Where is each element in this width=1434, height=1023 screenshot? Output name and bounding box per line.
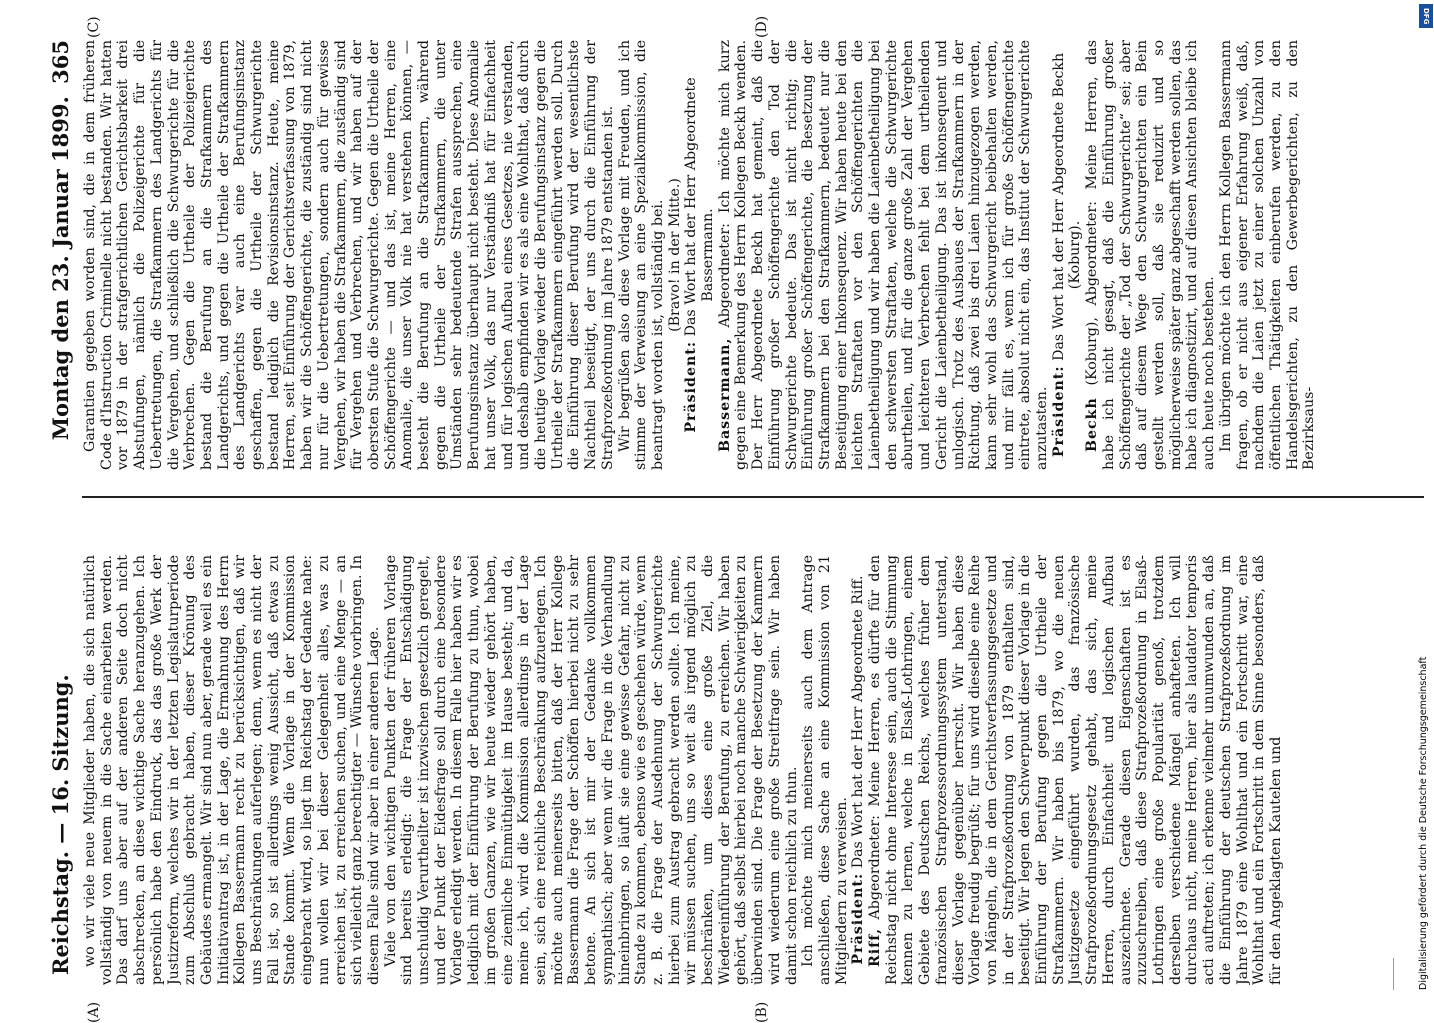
paragraph-text: Abgeordneter: Meine Herren, es dürfte für den Reichstag nicht ohne Interesse sein, auch die Stimmung kennen zu lernen, welche in Elsaß-Lothringen, einem Gebiete des Deutschen Reichs, welches früher dem französischen Strafprozessordnungssystem unterstand, dieser Vorlage gegenüber herrscht. Wir haben diese Vorlage freudig begrüßt; für uns wird dieselbe eine Reihe von Mängeln, die in dem Gerichtsverfassungsgesetze und in der Strafprozeßordnung von 1879 enthalten sind, beseitigt. Wir legen den Schwerpunkt dieser Vorlage in die Einführung der Berufung gegen die Urtheile der Strafkammern. Wir haben bis 1879, wo die neuen Justizgesetze eingeführt wurden, das französische Strafprozeßordnungsgesetz gehabt, das sich, meine Herren, durch Einfachheit und logischen Aufbau auszeichnete. Gerade diesen Eigenschaften ist es zuzuschreiben, daß diese Strafprozeßordnung in Elsaß-Lothringen eine große Popularität genoß, trotzdem derselben verschiedene Mängel anhafteten. Ich will durchaus nicht, meine Herren, hier als laudator temporis acti auftreten; ich erkenne vielmehr unumwunden an, daß die Einführung der deutschen Strafprozeßordnung im Jahre 1879 eine Wohlthat und ein Fortschritt war, eine Wohlthat und ein Fortschritt in dem Sinne besonders, daß für den Angeklagten Kautelen und bbox=[867, 555, 1284, 985]
paragraph-text: Abgeordneter: Ich möchte mich kurz gegen eine Bemerkung des Herrn Kollegen Beckh wenden. Der Herr Abgeordnete Beckh hat gemeint, daß die Einführung großer Schöffengerichte den Tod der Schwurgerichte bedeute. Das ist nicht richtig; die Einführung großer Schöffengerichte, die Besetzung der Strafkammern bei den Strafkammern, bedeutet nur die Beseitigung einer Inkonsequenz. Wir haben heute bei den leichten Straftaten vor den Schöffengerichten die Laienbetheiligung und wir haben die Laienbetheiligung bei den schwersten Straftaten, welche die Schwurgerichte aburtheilen, und für die ganze große Zahl der Vergehen und leichteren Verbrechen fehlt bei dem urtheilenden Gericht die Laienbetheiligung. Das ist inkonsequent und unlogisch. Trotz des Ausbaues der Strafkammern in der Richtung, daß zwei bis drei Laien hinzugezogen werden, kann sehr wohl das Schwurgericht beibehalten werden, und mir fällt es, wenn ich für große Schöffengerichte eintrete, absolut nicht ein, das Institut der Schwurgerichte anzutasten. bbox=[716, 40, 1051, 470]
page-number: 365 bbox=[48, 40, 73, 84]
speaker-name: Beckh bbox=[1084, 397, 1101, 452]
dfg-logo: DFG bbox=[1419, 4, 1433, 28]
paragraph-text: (Bravo! in der Mitte.) bbox=[666, 178, 683, 332]
margin-marker-d: (D) bbox=[754, 15, 770, 38]
paragraph bbox=[717, 40, 1051, 470]
running-header bbox=[42, 40, 82, 985]
paragraph-text: Garantien gegeben worden sind, die in dem früheren Code d'Instruction Criminelle nicht bestanden. Wir hatten vor 1879 in der strafgerichtlichen Gerichtsbarkeit drei Abstufungen, nämlich die Polizeigerichte für die Uebertretungen, die Strafkammern des Landgerichts für die Vergehen, und schließlich die Schwurgerichte für die Verbrechen. Gegen die Urtheile der Polizeigerichte bestand die Berufung an die Strafkammern des Landgerichts, und gegen die Urtheile der Strafkammern des Landgerichts war auch eine Berufungsinstanz geschaffen, gegen die Urtheile der Schwurgerichte bestand lediglich die Revisionsinstanz. Heute, meine Herren, seit Einführung der Gerichtsverfassung von 1879, haben wir die Schöffengerichte, die zuständig sind nicht nur für die Uebertretungen, sondern auch für gewisse Vergehen, wir haben die Strafkammern, die zuständig sind für Vergehen und Verbrechen, und wir haben auf der obersten Stufe die Schwurgerichte. Gegen die Urtheile der Schöffengerichte — und das ist, meine Herren, eine Anomalie, die unser Volk nie hat verstehen können, — besteht die Berufung an die Strafkammern, während gegen die Urtheile der Strafkammern, die unter Umständen sehr bedeutende Strafen aussprechen, eine Berufungsinstanz überhaupt nicht besteht. Diese Anomalie hat unser Volk, das nur Verständniß hat für Einfachheit und für logischen Aufbau eines Gesetzes, nie verstanden, und deshalb empfinden wir es als eine Wohlthat, daß durch die heutige Vorlage wieder die Berufungsinstanz gegen die Urtheile der Strafkammern eingeführt werden soll. Durch die Einführung dieser Berufung wird der wesentlichste Nachtheil beseitigt, der uns durch die Einführung der Strafprozeßordnung im Jahre 1879 entstanden ist. bbox=[82, 40, 616, 470]
speaker-name: Präsident: bbox=[1050, 365, 1067, 458]
paragraph-text: Ich möchte mich meinerseits auch dem Antrage anschließen, diese Sache an eine Kommission von 21 Mitgliedern zu verweisen. bbox=[800, 555, 850, 985]
paragraph bbox=[383, 555, 801, 985]
margin-marker-a: (A) bbox=[86, 1001, 102, 1023]
paragraph-text: wo wir viele neue Mitglieder haben, die sich natürlich vollständig von neuem in die Sache einarbeiten werden. Das darf uns aber auf der anderen Seite doch nicht abschrecken, an diese wichtige Sache heranzugehen. Ich persönlich habe den Eindruck, das das große Werk der Justizreform, welches wir in der letzten Legislaturperiode zum Abschluß gebracht haben, dieser Krönung des Gebäudes ermangelt. Wir sind nun aber, gerade weil es ein Initiativantrag ist, in der Lage, die Ermahnung des Herrn Kollegen Bassermann recht zu berücksichtigen, daß wir uns Beschränkungen auferlegen; denn, wenn es nicht der Fall ist, so ist allerdings wenig Aussicht, daß etwas zu Stande kommt. Wenn die Vorlage in der Kommission eingebracht wird, so liegt im Reichstag der Gedanke nahe: nun wollen wir bei dieser Gelegenheit alles, was zu erreichen ist, zu erreichen suchen, und eine Menge — an sich vielleicht ganz berechtigter — Wünsche vorbringen. In diesem Falle sind wir aber in einer anderen Lage. bbox=[82, 555, 382, 985]
paragraph bbox=[1218, 40, 1318, 470]
text-column-left bbox=[82, 555, 1424, 985]
speaker-name: Präsident: bbox=[850, 872, 867, 965]
margin-marker-b: (B) bbox=[754, 1001, 770, 1023]
paragraph bbox=[1051, 40, 1084, 470]
paragraph-text: Das Wort hat der Herr Abgeordnete Riff. bbox=[850, 575, 867, 873]
digitization-credit: Digitalisierung gefördert durch die Deutsche Forschungsgemeinschaft bbox=[1418, 656, 1429, 990]
header-date: Montag den 23. Januar 1899. bbox=[48, 96, 73, 441]
header-session-text: Reichstag. — 16. Sitzung. bbox=[48, 674, 73, 975]
paragraph-text: Das Wort hat der Herr Abgeordnete Bassermann. bbox=[683, 77, 717, 341]
speaker-name: Riff, bbox=[867, 927, 884, 967]
column-divider bbox=[82, 496, 1424, 498]
scan-edge-line bbox=[1393, 958, 1394, 990]
speaker-name: Präsident: bbox=[683, 340, 700, 433]
paragraph bbox=[850, 555, 867, 985]
text-column-right bbox=[82, 40, 1424, 470]
paragraph-text: Wir begrüßen also diese Vorlage mit Freuden, und ich stimme der Verweisung an eine Spezialkommission, die beantragt worden ist, vollständig bei. bbox=[616, 40, 666, 470]
paragraph bbox=[867, 555, 1285, 985]
header-session bbox=[48, 96, 73, 975]
paragraph bbox=[800, 555, 850, 985]
paragraph bbox=[1084, 40, 1218, 470]
paragraph-text: (Koburg), Abgeordneter: Meine Herren, das habe ich nicht gesagt, daß die Einführung großer Schöffengerichte der „Tod der Schwurgerichte“ sei; aber daß auf diesem Wege den Schwurgerichten ein Bein gestellt werden soll, daß sie reduzirt und so möglicherweise später ganz abgeschafft werden sollen, das habe ich diagnostizirt, und auf diesen Ansichten bleibe ich auch heute noch bestehen. bbox=[1084, 40, 1218, 470]
speaker-name: Bassermann, bbox=[716, 337, 733, 452]
paragraph bbox=[82, 555, 383, 985]
paragraph bbox=[82, 40, 617, 470]
margin-marker-c: (C) bbox=[86, 16, 102, 38]
paragraph bbox=[617, 40, 667, 470]
paragraph bbox=[667, 40, 684, 470]
paragraph bbox=[683, 40, 716, 470]
paragraph-text: Das Wort hat der Herr Abgeordnete Beckh (Koburg). bbox=[1050, 52, 1084, 366]
paragraph-text: Im übrigen möchte ich den Herrn Kollegen Bassermann fragen, ob er nicht aus eigener Erfahrung weiß, daß, nachdem die Laien jetzt zu einer solchen Unzahl von öffentlichen Thätigkeiten einberufen werden, zu den Handelsgerichten, zu den Gewerbegerichten, zu den Bezirksaus- bbox=[1217, 40, 1318, 470]
paragraph-text: Viele von den wichtigen Punkten der früheren Vorlage sind bereits erledigt: die Frage der Entschädigung unschuldig Verurtheilter ist inzwischen gesetzlich geregelt, und der Punkt der Eidesfrage soll durch eine besondere Vorlage erledigt werden. In diesem Falle hier haben wir es lediglich mit der Einführung der Berufung zu thun, wobei im großen Ganzen, wie wir heute wieder gehört haben, eine ziemliche Einmüthigkeit im Hause besteht; und da, meine ich, wird die Kommission allerdings in der Lage sein, sich eine reichliche Beschränkung aufzuerlegen. Ich möchte auch meinerseits bitten, daß der Herr Kollege Bassermann die Frage der Schöffen hierbei nicht zu sehr betone. An sich ist mir der Gedanke vollkommen sympathisch; aber wenn wir die Frage in die Verhandlung hineinbringen, so läuft sie eine gewisse Gefahr, nicht zu Stande zu kommen, ebenso wie es geschehen würde, wenn z. B. die Frage der Ausdehnung der Schwurgerichte hierbei zum Austrag gebracht werden sollte. Ich meine, wir müssen suchen, uns so weit als irgend möglich zu beschränken, um dieses eine große Ziel, die Wiedereinführung der Berufung, zu erreichen. Wir haben gehört, daß selbst hierbei noch manche Schwierigkeiten zu überwinden sind. Die Frage der Besetzung der Kammern wird wiederum eine große Streitfrage sein. Wir haben damit schon reichlich zu thun. bbox=[382, 555, 800, 985]
